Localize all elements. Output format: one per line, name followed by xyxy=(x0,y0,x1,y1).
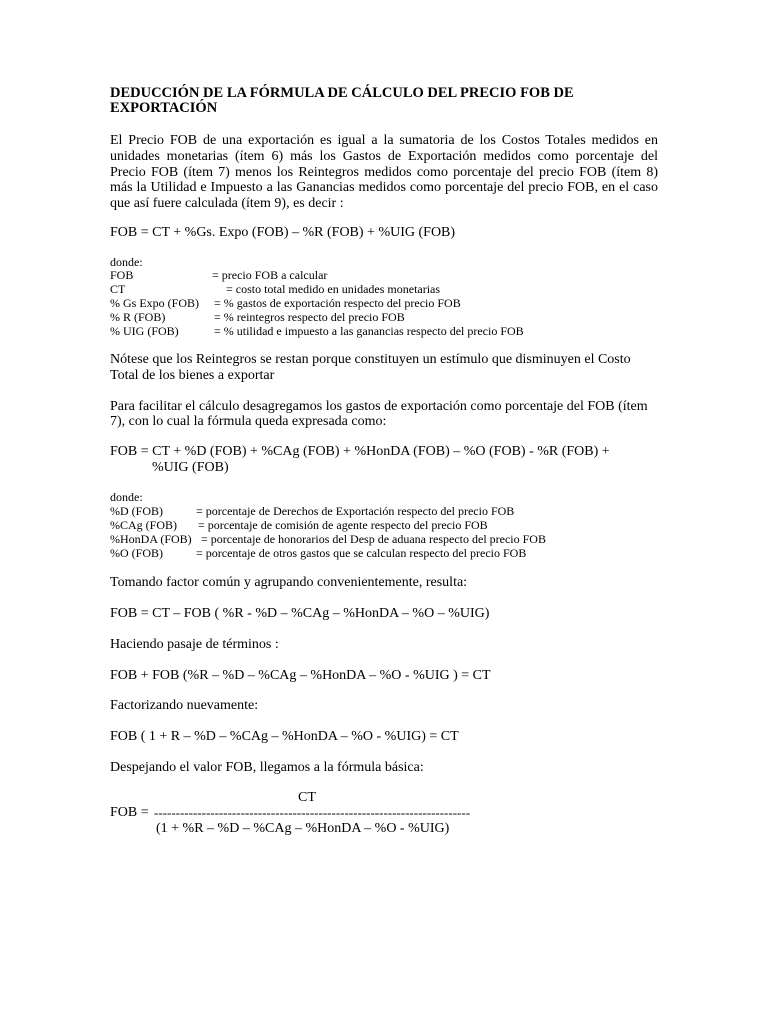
para2-line-2: 7), con lo cual la fórmula queda expresada como: xyxy=(110,414,387,429)
def1-desc-fob: = precio FOB a calcular xyxy=(212,268,328,282)
final-denominator: (1 + %R – %D – %CAg – %HonDA – %O - %UIG) xyxy=(156,821,450,836)
def1-term-gs-expo: % Gs Expo (FOB) xyxy=(110,296,199,310)
final-lhs: FOB = xyxy=(110,805,149,820)
final-fraction-bar: ------------------------------------------------------------------------- xyxy=(154,805,471,820)
intro-line-2: unidades monetarias (ítem 6) más los Gastos de Exportación medidos como porcentaje del xyxy=(110,149,658,164)
intro-line-3: Precio FOB (ítem 7) menos los Reintegros medidos como porcentaje del precio FOB (ítem 8) xyxy=(110,165,658,180)
def2-desc-d: = porcentaje de Derechos de Exportación respecto del precio FOB xyxy=(196,504,515,518)
step2-text: Haciendo pasaje de términos : xyxy=(110,637,279,652)
def1-desc-ct: = costo total medido en unidades monetarias xyxy=(226,282,441,296)
step2-formula: FOB + FOB (%R – %D – %CAg – %HonDA – %O - %UIG ) = CT xyxy=(110,668,491,683)
step3-text: Factorizando nuevamente: xyxy=(110,698,259,713)
def2-term-honda: %HonDA (FOB) xyxy=(110,532,192,546)
def2-desc-o: = porcentaje de otros gastos que se calculan respecto del precio FOB xyxy=(196,546,527,560)
formula-1: FOB = CT + %Gs. Expo (FOB) – %R (FOB) + %UIG (FOB) xyxy=(110,225,456,240)
intro-line-4: más la Utilidad e Impuesto a las Ganancias medidos como porcentaje del precio FOB, en el caso xyxy=(110,180,658,195)
step1-formula: FOB = CT – FOB ( %R - %D – %CAg – %HonDA – %O – %UIG) xyxy=(110,606,490,621)
title-line-1: DEDUCCIÓN DE LA FÓRMULA DE CÁLCULO DEL PRECIO FOB DE xyxy=(110,85,574,101)
def2-term-d: %D (FOB) xyxy=(110,504,163,518)
def2-term-cag: %CAg (FOB) xyxy=(110,518,178,532)
title-line-2: EXPORTACIÓN xyxy=(110,100,218,116)
donde-label-2: donde: xyxy=(110,490,143,504)
intro-line-1: El Precio FOB de una exportación es igual a la sumatoria de los Costos Totales medidos en xyxy=(110,133,658,148)
step4-text: Despejando el valor FOB, llegamos a la fórmula básica: xyxy=(110,760,424,775)
def1-term-ct: CT xyxy=(110,282,126,296)
def2-desc-honda: = porcentaje de honorarios del Desp de aduana respecto del precio FOB xyxy=(201,532,546,546)
para2-line-1: Para facilitar el cálculo desagregamos los gastos de exportación como porcentaje del FOB (ítem xyxy=(110,399,648,414)
def1-desc-gs-expo: = % gastos de exportación respecto del precio FOB xyxy=(214,296,461,310)
def1-desc-uig: = % utilidad e impuesto a las ganancias respecto del precio FOB xyxy=(214,324,524,338)
final-numerator: CT xyxy=(298,790,316,805)
donde-label-1: donde: xyxy=(110,255,143,269)
def1-term-uig: % UIG (FOB) xyxy=(110,324,179,338)
def1-term-fob: FOB xyxy=(110,268,134,282)
def2-term-o: %O (FOB) xyxy=(110,546,163,560)
def1-term-r: % R (FOB) xyxy=(110,310,166,324)
step1-text: Tomando factor común y agrupando convenientemente, resulta: xyxy=(110,575,468,590)
note-line-2: Total de los bienes a exportar xyxy=(110,368,275,383)
def1-desc-r: = % reintegros respecto del precio FOB xyxy=(214,310,405,324)
formula-2-line-1: FOB = CT + %D (FOB) + %CAg (FOB) + %HonDA (FOB) – %O (FOB) - %R (FOB) + xyxy=(110,444,610,459)
formula-2-line-2: %UIG (FOB) xyxy=(152,460,229,475)
intro-line-5: que así fuere calculada (ítem 9), es decir : xyxy=(110,196,344,211)
note-line-1: Nótese que los Reintegros se restan porque constituyen un estímulo que disminuyen el Costo xyxy=(110,352,631,367)
step3-formula: FOB ( 1 + R – %D – %CAg – %HonDA – %O - %UIG) = CT xyxy=(110,729,459,744)
def2-desc-cag: = porcentaje de comisión de agente respecto del precio FOB xyxy=(198,518,488,532)
